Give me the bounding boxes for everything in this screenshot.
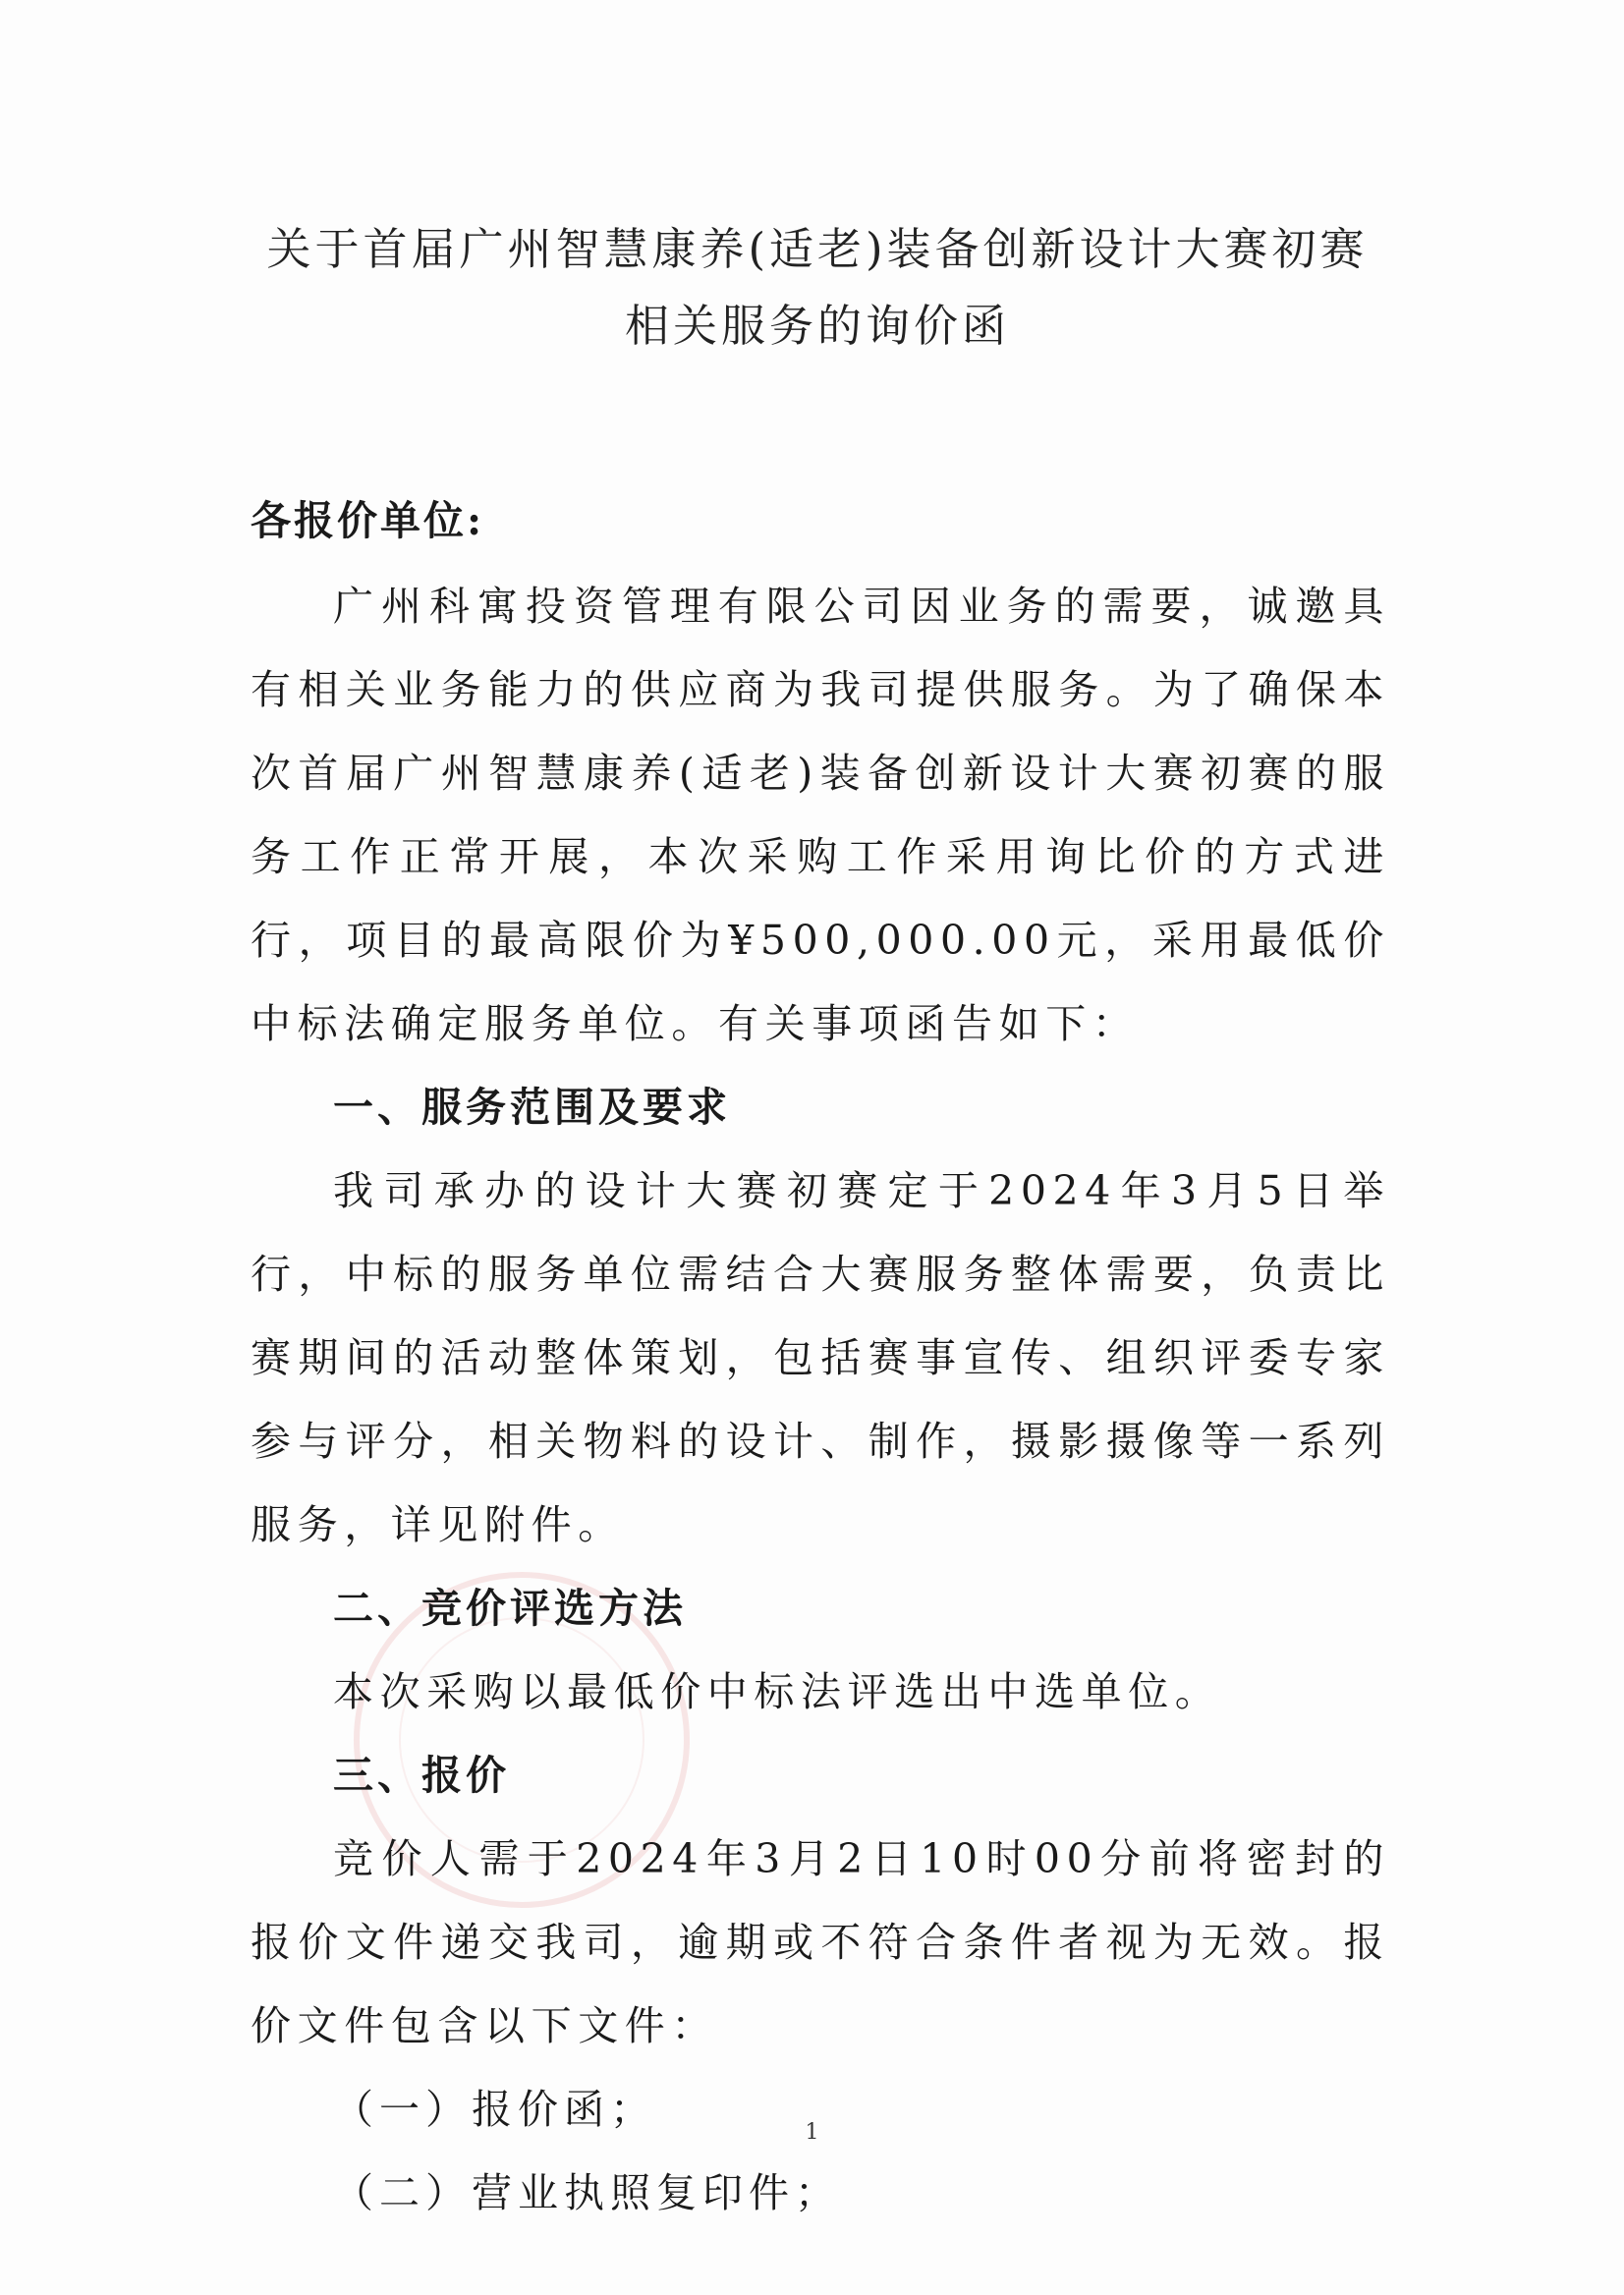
salutation: 各报价单位: — [251, 497, 485, 544]
section-heading-method: 二、竞价评选方法 — [333, 1585, 687, 1632]
list-item-business-license: （二）营业执照复印件； — [333, 2169, 841, 2216]
section-body-quotation: 竞价人需于2024年3月2日10时00分前将密封的报价文件递交我司，逾期或不符合条件者视为无效。报价文件包含以下文件： — [251, 1835, 1390, 2049]
section-heading-scope: 一、服务范围及要求 — [333, 1084, 731, 1131]
document-title — [248, 211, 1387, 364]
title-line-1: 关于首届广州智慧康养(适老)装备创新设计大赛初赛 — [266, 223, 1369, 275]
document-body — [251, 476, 1390, 2235]
section-body-method: 本次采购以最低价中标法评选出中选单位。 — [333, 1668, 1222, 1715]
list-item-quotation-letter: （一）报价函； — [333, 2086, 656, 2133]
title-line-2: 相关服务的询价函 — [624, 300, 1010, 352]
section-body-scope: 我司承办的设计大赛初赛定于2024年3月5日举行，中标的服务单位需结合大赛服务整体需要，负责比赛期间的活动整体策划，包括赛事宣传、组织评委专家参与评分，相关物料的设计、制作，摄影摄像等一系列服务，详见附件。 — [251, 1167, 1390, 1548]
page-number: 1 — [805, 2120, 819, 2145]
section-heading-quotation: 三、报价 — [333, 1752, 510, 1799]
intro-paragraph: 广州科寓投资管理有限公司因业务的需要，诚邀具有相关业务能力的供应商为我司提供服务。为了确保本次首届广州智慧康养(适老)装备创新设计大赛初赛的服务工作正常开展，本次采购工作采用询比价的方式进行，项目的最高限价为¥500,000.00元，采用最低价中标法确定服务单位。有关事项函告如下： — [251, 583, 1390, 1047]
